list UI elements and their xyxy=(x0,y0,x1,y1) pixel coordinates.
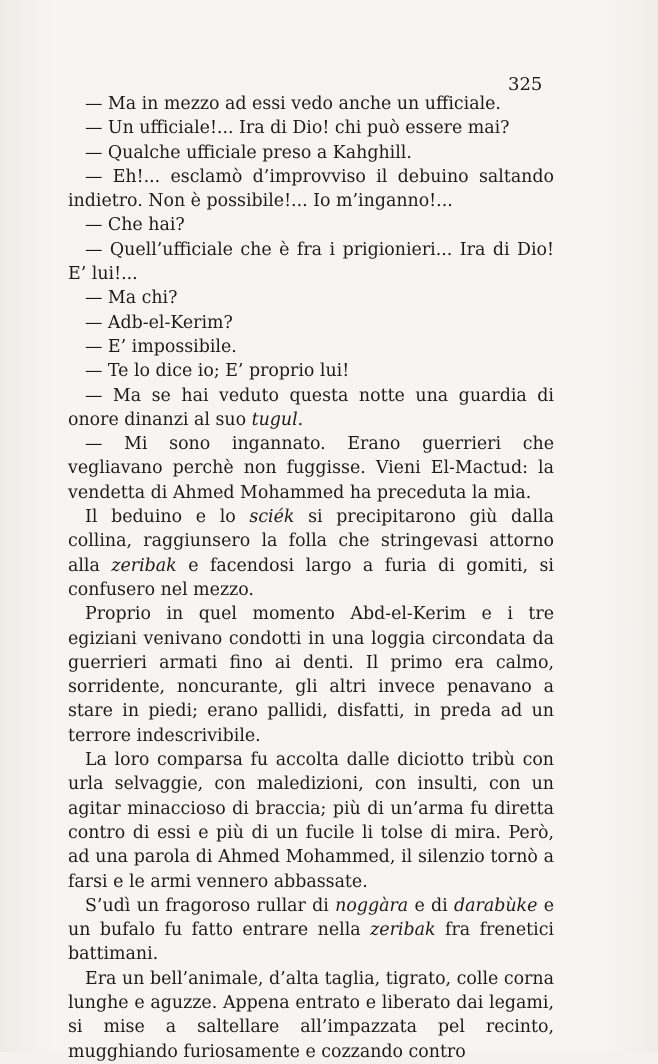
body-text xyxy=(68,92,554,1064)
paragraph: — Ma in mezzo ad essi vedo anche un ufficiale. xyxy=(85,94,501,114)
paragraph: — Adb-el-Kerim? xyxy=(85,312,233,333)
paragraph: — Ma se hai veduto questa notte una guardia di onore dinanzi al suo tugul. xyxy=(68,385,554,430)
paragraph: Il beduino e lo sciék si precipitarono giù dalla collina, raggiunsero la folla che stringevasi attorno alla zeribak e facendosi largo a furia di gomiti, si confusero nel mezzo. xyxy=(68,507,555,600)
paragraph: — Ma chi? xyxy=(85,288,178,309)
page-number: 325 xyxy=(508,74,543,95)
paragraph: — E’ impossibile. xyxy=(85,336,237,357)
paragraph: Era un bell’animale, d’alta taglia, tigrato, colle corna lunghe e aguzze. Appena entrato e liberato dai legami, si mise a saltellare all’impazzata pel recinto, mugghiando furiosamente e cozzando contro xyxy=(68,968,554,1062)
paragraph: La loro comparsa fu accolta dalle diciotto tribù con urla selvaggie, con maledizioni, con insulti, con un agitar minaccioso di braccia; più di un’arma fu diretta contro di essi e più di un fucile li tolse di mira. Però, ad una parola di Ahmed Mohammed, il silenzio tornò a farsi e le armi vennero abbassate. xyxy=(68,750,554,892)
paragraph: — Qualche ufficiale preso a Kahghill. xyxy=(85,142,412,163)
paragraph: — Che hai? xyxy=(85,215,185,236)
paragraph: — Te lo dice io; E’ proprio lui! xyxy=(85,361,350,382)
paragraph: — Un ufficiale!... Ira di Dio! chi può essere mai? xyxy=(85,118,510,139)
paragraph: — Eh!... esclamò d’improvviso il debuino saltando indietro. Non è possibile!... Io m’inganno!... xyxy=(68,166,554,212)
paragraph: — Quell’ufficiale che è fra i prigionieri... Ira di Dio! E’ lui!... xyxy=(68,239,554,285)
paragraph: — Mi sono ingannato. Erano guerrieri che vegliavano perchè non fuggisse. Vieni El-Mactud: la vendetta di Ahmed Mohammed ha preceduta la mia. xyxy=(68,434,554,503)
paragraph: S’udì un fragoroso rullar di noggàra e di darabùke e un bufalo fu fatto entrare nella zeribak fra frenetici battimani. xyxy=(68,895,554,965)
paragraph: Proprio in quel momento Abd-el-Kerim e i tre egiziani venivano condotti in una loggia circondata da guerrieri armati fino ai denti. Il primo era calmo, sorridente, noncurante, gli altri invece penavano a stare in piedi; erano pallidi, disfatti, in preda ad un terrore indescrivibile. xyxy=(68,604,554,746)
